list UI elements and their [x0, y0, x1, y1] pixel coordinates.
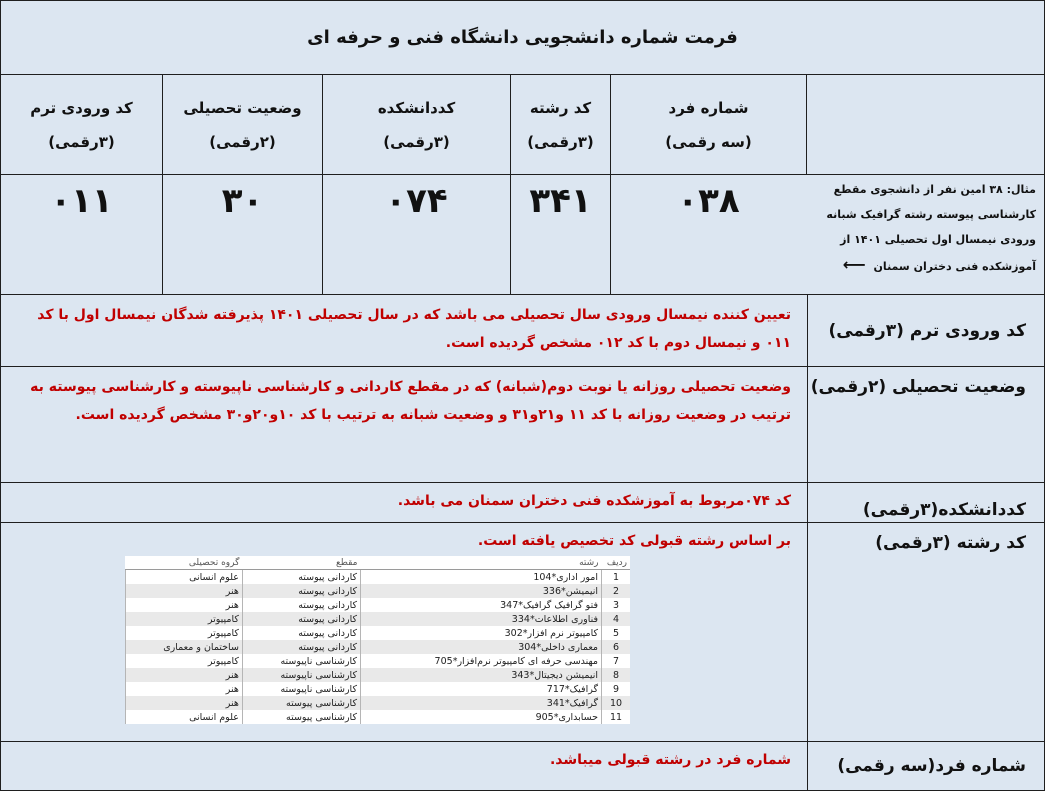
- person-number-description: شماره فرد در رشته قبولی میباشد.: [549, 752, 791, 768]
- table-row: [126, 682, 631, 696]
- level-name: کارشناسی پیوسته: [242, 710, 360, 724]
- document-title: فرمت شماره دانشجویی دانشگاه فنی و حرفه ای: [1, 1, 1044, 75]
- field-name: گرافیک*341: [360, 696, 601, 710]
- header-faculty-code-digits: (۳رقمی): [383, 132, 450, 151]
- header-field-code-label: کد رشته: [529, 98, 592, 117]
- field-name: انیمیشن دیجیتال*343: [360, 668, 601, 682]
- level-name: کارشناسی ناپیوسته: [242, 682, 360, 696]
- field-list-table: [125, 556, 630, 724]
- example-line-4: [810, 252, 1036, 279]
- status-label: وضعیت تحصیلی (۲رقمی): [807, 367, 1044, 482]
- level-name: کاردانی پیوسته: [242, 598, 360, 612]
- table-row: [126, 612, 631, 626]
- field-code-label: کد رشته (۳رقمی): [807, 523, 1044, 741]
- field-name: گرافیک*717: [360, 682, 601, 696]
- person-number-row: [1, 742, 1044, 790]
- header-person-number-digits: (سه رقمی): [665, 132, 752, 151]
- field-name: کامپیوتر نرم افزار*302: [360, 626, 601, 640]
- header-cell-group: گروه تحصیلی: [126, 556, 243, 570]
- row-number: 4: [602, 612, 631, 626]
- field-name: فناوری اطلاعات*334: [360, 612, 601, 626]
- example-line-1: مثال: ۳۸ امین نفر از دانشجوی مقطع: [833, 183, 1036, 196]
- header-cell-level: مقطع: [242, 556, 360, 570]
- value-status: ۳۰: [162, 175, 322, 294]
- status-row: [1, 367, 1044, 483]
- level-name: کاردانی پیوسته: [242, 612, 360, 626]
- header-faculty-code: [322, 75, 510, 174]
- example-values-row: [1, 175, 1044, 295]
- group-name: هنر: [126, 668, 243, 682]
- field-code-text: بر اساس رشته قبولی کد تخصیص یافته است.: [477, 533, 791, 549]
- field-name: معماری داخلی*304: [360, 640, 601, 654]
- row-number: 10: [602, 696, 631, 710]
- header-person-number-label: شماره فرد: [668, 98, 749, 117]
- header-status-label: وضعیت تحصیلی: [183, 98, 302, 117]
- field-code-row: [1, 523, 1044, 742]
- value-field-code: ۳۴۱: [510, 175, 610, 294]
- table-row: [126, 696, 631, 710]
- row-number: 2: [602, 584, 631, 598]
- header-person-number: [610, 75, 806, 174]
- status-description: وضعیت تحصیلی روزانه یا نوبت دوم(شبانه) که در مقطع کاردانی و کارشناسی ناپیوسته و کارشناسی پیوسته به ترتیب در وضعیت روزانه با کد ۱۱ و۲۱و۳۱ و وضعیت شبانه به ترتیب با کد ۱۰و۲۰و۳۰ مشخص گردیده است.: [30, 379, 791, 423]
- term-code-label: کد ورودی ترم (۳رقمی): [807, 295, 1044, 366]
- table-row: [126, 626, 631, 640]
- header-field-code: [510, 75, 610, 174]
- group-name: هنر: [126, 696, 243, 710]
- level-name: کارشناسی پیوسته: [242, 696, 360, 710]
- term-code-description: تعیین کننده نیمسال ورودی سال تحصیلی می باشد که در سال تحصیلی ۱۴۰۱ پذیرفته شدگان نیمسال اول با کد ۰۱۱ و نیمسال دوم با کد ۰۱۲ مشخص گردیده است.: [37, 307, 791, 351]
- field-name: انیمیشن*336: [360, 584, 601, 598]
- person-number-label: شماره فرد(سه رقمی): [807, 742, 1044, 790]
- level-name: کارشناسی ناپیوسته: [242, 654, 360, 668]
- header-field-code-digits: (۳رقمی): [527, 132, 594, 151]
- header-cell-row-number: ردیف: [602, 556, 631, 570]
- group-name: ساختمان و معماری: [126, 640, 243, 654]
- example-line-4-text: آموزشکده فنی دختران سمنان: [873, 260, 1036, 273]
- faculty-code-description: کد ۰۷۴مربوط به آموزشکده فنی دختران سمنان می باشد.: [397, 493, 791, 509]
- row-number: 6: [602, 640, 631, 654]
- term-code-row: [1, 295, 1044, 367]
- row-number: 9: [602, 682, 631, 696]
- row-number: 8: [602, 668, 631, 682]
- field-table-header: [126, 556, 631, 570]
- level-name: کاردانی پیوسته: [242, 626, 360, 640]
- row-number: 11: [602, 710, 631, 724]
- group-name: کامپیوتر: [126, 654, 243, 668]
- field-name: مهندسی حرفه ای کامپیوتر نرم‌افزار*705: [360, 654, 601, 668]
- group-name: هنر: [126, 598, 243, 612]
- level-name: کاردانی پیوسته: [242, 640, 360, 654]
- table-row: [126, 584, 631, 598]
- level-name: کاردانی پیوسته: [242, 570, 360, 585]
- table-row: [126, 654, 631, 668]
- table-row: [126, 598, 631, 612]
- value-person-number: ۰۳۸: [610, 175, 806, 294]
- field-name: امور اداری*104: [360, 570, 601, 585]
- field-name: حسابداری*905: [360, 710, 601, 724]
- group-name: کامپیوتر: [126, 612, 243, 626]
- example-line-2: کارشناسی پیوسته رشته گرافیک شبانه: [826, 208, 1036, 221]
- header-cell-field: رشته: [360, 556, 601, 570]
- table-row: [126, 570, 631, 585]
- table-row: [126, 640, 631, 654]
- header-term-code-digits: (۳رقمی): [48, 132, 115, 151]
- group-name: علوم انسانی: [126, 710, 243, 724]
- table-row: [126, 668, 631, 682]
- example-description: [806, 175, 1044, 294]
- value-term-code: ۰۱۱: [50, 181, 113, 221]
- level-name: کارشناسی ناپیوسته: [242, 668, 360, 682]
- group-name: کامپیوتر: [126, 626, 243, 640]
- header-faculty-code-label: کددانشکده: [377, 98, 456, 117]
- row-number: 5: [602, 626, 631, 640]
- row-number: 1: [602, 570, 631, 585]
- row-number: 7: [602, 654, 631, 668]
- table-row: [126, 710, 631, 724]
- row-number: 3: [602, 598, 631, 612]
- faculty-code-label: کددانشکده(۳رقمی): [807, 483, 1044, 522]
- level-name: کاردانی پیوسته: [242, 584, 360, 598]
- arrow-left-icon: ⟵: [842, 255, 866, 274]
- example-line-3: ورودی نیمسال اول تحصیلی ۱۴۰۱ از: [840, 233, 1036, 246]
- faculty-code-row: [1, 483, 1044, 523]
- header-term-code: [1, 75, 162, 174]
- header-blank-cell: [806, 75, 1044, 174]
- header-term-code-label: کد ورودی ترم: [30, 98, 133, 117]
- value-faculty-code: ۰۷۴: [322, 175, 510, 294]
- group-name: هنر: [126, 682, 243, 696]
- header-status: [162, 75, 322, 174]
- format-header-row: [1, 75, 1044, 175]
- field-name: فتو گرافیک گرافیک*347: [360, 598, 601, 612]
- header-status-digits: (۲رقمی): [209, 132, 276, 151]
- group-name: علوم انسانی: [126, 570, 243, 585]
- group-name: هنر: [126, 584, 243, 598]
